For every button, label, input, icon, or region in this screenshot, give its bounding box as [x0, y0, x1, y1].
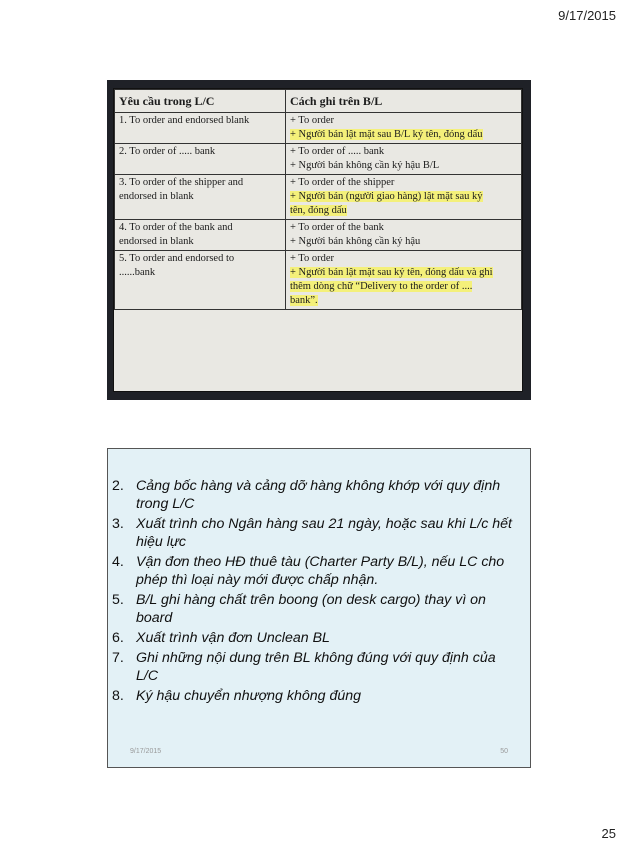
method-text: + To order of ..... bank — [289, 146, 385, 157]
header-bl-method: Cách ghi trên B/L — [285, 90, 521, 113]
method-text: + To order — [289, 115, 335, 126]
table-header-row — [115, 90, 522, 113]
highlighted-text: + Người bán lật mặt sau B/L ký tên, đóng dấu — [289, 129, 483, 140]
table-photo — [113, 88, 523, 392]
method-cell — [285, 251, 521, 310]
requirement-cell — [115, 175, 286, 220]
table-row — [115, 113, 522, 144]
method-line — [290, 221, 517, 235]
highlighted-text: bank”. — [289, 295, 318, 306]
list-item-number: 7. — [112, 650, 124, 666]
list-item — [112, 553, 520, 589]
requirement-line: 3. To order of the shipper and — [119, 177, 244, 188]
requirement-line: 4. To order of the bank and — [119, 222, 233, 233]
list-item-number: 3. — [112, 516, 124, 532]
method-text: + Người bán không cần ký hậu — [289, 236, 421, 247]
list-item-number: 4. — [112, 554, 124, 570]
list-item — [112, 515, 520, 551]
bl-requirements-table — [114, 89, 522, 310]
method-line — [290, 190, 517, 204]
list-item-text: Ký hậu chuyển nhượng không đúng — [136, 688, 362, 704]
method-line — [290, 266, 517, 280]
requirement-cell — [115, 220, 286, 251]
header-lc-requirement: Yêu cầu trong L/C — [115, 90, 286, 113]
requirement-line: 1. To order and endorsed blank — [119, 115, 250, 126]
discrepancy-list — [112, 477, 520, 707]
method-text: + Người bán không cần ký hậu B/L — [289, 160, 440, 171]
table-row — [115, 251, 522, 310]
method-line — [290, 176, 517, 190]
highlighted-text: thêm dòng chữ “Delivery to the order of .... — [289, 281, 473, 292]
method-text: + To order — [289, 253, 335, 264]
method-cell — [285, 144, 521, 175]
requirement-line: endorsed in blank — [119, 236, 194, 247]
slide-footer-date: 9/17/2015 — [130, 748, 162, 755]
list-item-number: 2. — [112, 478, 124, 494]
table-row — [115, 144, 522, 175]
list-item — [112, 591, 520, 627]
requirement-line: ......bank — [119, 267, 156, 278]
list-item-number: 5. — [112, 592, 124, 608]
method-cell — [285, 113, 521, 144]
list-item — [112, 477, 520, 513]
list-item — [112, 649, 520, 685]
requirement-line: 5. To order and endorsed to — [119, 253, 235, 264]
method-line — [290, 252, 517, 266]
method-text: + To order of the bank — [289, 222, 384, 233]
list-item-text: Vận đơn theo HĐ thuê tàu (Charter Party B/L), nếu LC cho phép thì loại này mới được chấp nhận. — [136, 554, 505, 588]
table-row — [115, 220, 522, 251]
slide-bl-table — [107, 80, 531, 400]
page-number: 25 — [601, 826, 616, 841]
method-cell — [285, 175, 521, 220]
list-item-number: 6. — [112, 630, 124, 646]
method-line — [290, 280, 517, 294]
method-line — [290, 159, 517, 173]
method-line — [290, 128, 517, 142]
list-item-text: Xuất trình vận đơn Unclean BL — [136, 630, 330, 646]
list-item-text: Ghi những nội dung trên BL không đúng với quy định của L/C — [136, 650, 496, 684]
method-cell — [285, 220, 521, 251]
highlighted-text: + Người bán (người giao hàng) lật mặt sau ký — [289, 191, 483, 202]
slide-footer-page: 50 — [500, 748, 508, 755]
method-line — [290, 145, 517, 159]
slide-discrepancies — [107, 448, 531, 768]
method-line — [290, 204, 517, 218]
requirement-cell — [115, 251, 286, 310]
requirement-cell — [115, 144, 286, 175]
list-item-text: Cảng bốc hàng và cảng dỡ hàng không khớp với quy định trong L/C — [136, 478, 501, 512]
list-item-text: B/L ghi hàng chất trên boong (on desk cargo) thay vì on board — [136, 592, 486, 626]
table-row — [115, 175, 522, 220]
requirement-cell — [115, 113, 286, 144]
list-item-text: Xuất trình cho Ngân hàng sau 21 ngày, hoặc sau khi L/c hết hiệu lực — [136, 516, 512, 550]
highlighted-text: + Người bán lật mặt sau ký tên, đóng dấu và ghi — [289, 267, 493, 278]
method-line — [290, 294, 517, 308]
list-item-number: 8. — [112, 688, 124, 704]
list-item — [112, 629, 520, 647]
method-line — [290, 114, 517, 128]
list-item — [112, 687, 520, 705]
requirement-line: endorsed in blank — [119, 191, 194, 202]
page-date: 9/17/2015 — [558, 8, 616, 23]
highlighted-text: tên, đóng dấu — [289, 205, 347, 216]
method-line — [290, 235, 517, 249]
method-text: + To order of the shipper — [289, 177, 395, 188]
requirement-line: 2. To order of ..... bank — [119, 146, 216, 157]
